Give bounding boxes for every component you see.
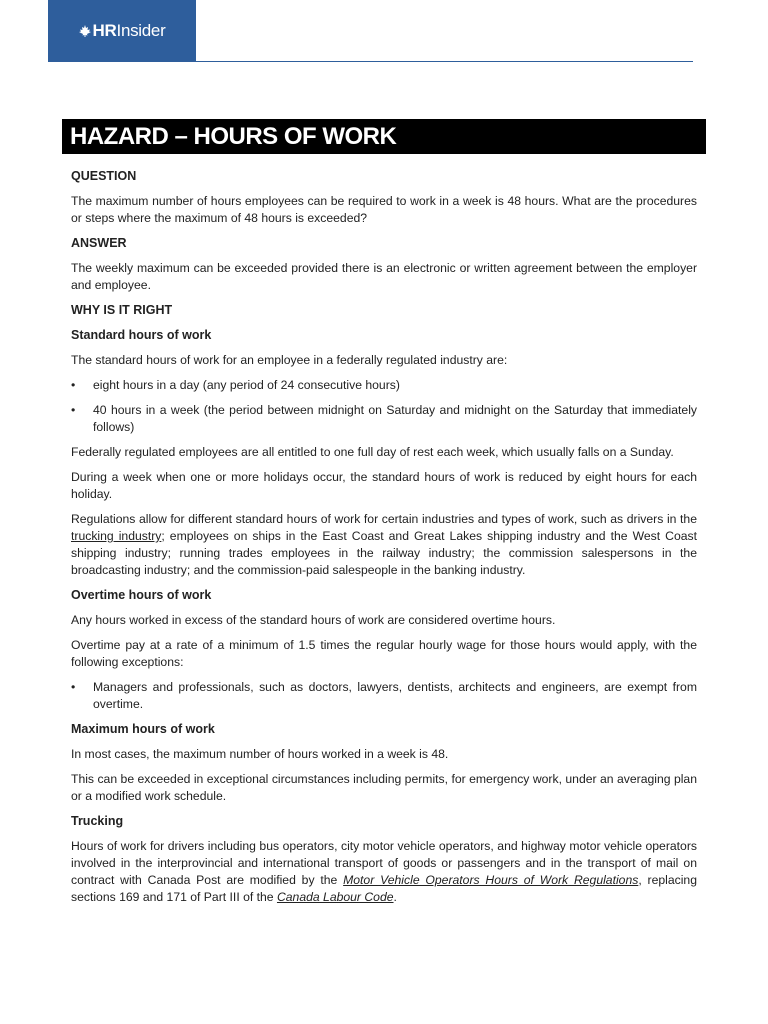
why-heading: WHY IS IT RIGHT [71,303,173,317]
logo-rest: Insider [116,21,166,40]
header-divider [196,61,693,62]
regulations-link[interactable]: Motor Vehicle Operators Hours of Work Regulations [343,873,639,887]
answer-text: The weekly maximum can be exceeded provided there is an electronic or written agreement between the employer and employee. [71,261,697,292]
regulations-text-end: ; employees on ships in the East Coast and Great Lakes shipping industry and the West Coast shipping industry; running trades employees in the railway industry; the commission salespersons in the broadcasting industry; and the commission-paid salespeople in the banking industry. [71,529,697,577]
overtime-pay-paragraph: Overtime pay at a rate of a minimum of 1.5 times the regular hourly wage for those hours would apply, with the following exceptions: [71,638,697,669]
question-heading: QUESTION [71,169,137,183]
logo-wordmark [79,21,166,41]
trucking-paragraph [71,838,697,906]
standard-hours-intro: The standard hours of work for an employee in a federally regulated industry are: [71,353,508,367]
holiday-paragraph: During a week when one or more holidays occur, the standard hours of work is reduced by eight hours for each holiday. [71,470,697,501]
rest-day-paragraph: Federally regulated employees are all entitled to one full day of rest each week, which usually falls on a Sunday. [71,445,674,459]
hrinsider-logo[interactable] [48,0,196,62]
trucking-text-mid: , replacing sections 169 and 171 of Part III of the [71,873,697,904]
trucking-heading: Trucking [71,814,124,828]
question-text: The maximum number of hours employees can be required to work in a week is 48 hours. What are the procedures or steps where the maximum of 48 hours is exceeded? [71,194,697,225]
page-title: HAZARD – HOURS OF WORK [62,119,706,154]
list-item: • Managers and professionals, such as doctors, lawyers, dentists, architects and engineers, are exempt from overtime. [93,679,697,713]
maple-leaf-icon [79,25,91,37]
maximum-hours-text: In most cases, the maximum number of hours worked in a week is 48. [71,747,449,761]
overtime-heading: Overtime hours of work [71,588,212,602]
list-item: • eight hours in a day (any period of 24 consecutive hours) [93,377,697,394]
exceptional-circumstances-text: This can be exceeded in exceptional circumstances including permits, for emergency work, under an averaging plan or a modified work schedule. [71,772,697,803]
list-item: • 40 hours in a week (the period between midnight on Saturday and midnight on the Saturday that immediately follows) [93,402,697,436]
logo-bold: HR [92,21,117,40]
regulations-text-start: Regulations allow for different standard hours of work for certain industries and types of work, such as drivers in the [71,512,697,526]
overtime-exceptions-list [71,679,697,713]
trucking-text-start: Hours of work for drivers including bus operators, city motor vehicle operators, and highway motor vehicle operators involved in the interprovincial and international transport of goods or passengers and in the transport of mail on contract with Canada Post are modified by the [71,839,697,887]
trucking-industry-link[interactable]: trucking industry [71,529,162,543]
standard-hours-list [71,377,697,436]
trucking-text-end: . [393,890,397,904]
standard-hours-heading: Standard hours of work [71,328,212,342]
maximum-hours-heading: Maximum hours of work [71,722,215,736]
article-body [71,168,697,914]
overtime-definition: Any hours worked in excess of the standard hours of work are considered overtime hours. [71,613,556,627]
answer-heading: ANSWER [71,236,127,250]
regulations-paragraph [71,511,697,579]
labour-code-link[interactable]: Canada Labour Code [276,890,394,904]
